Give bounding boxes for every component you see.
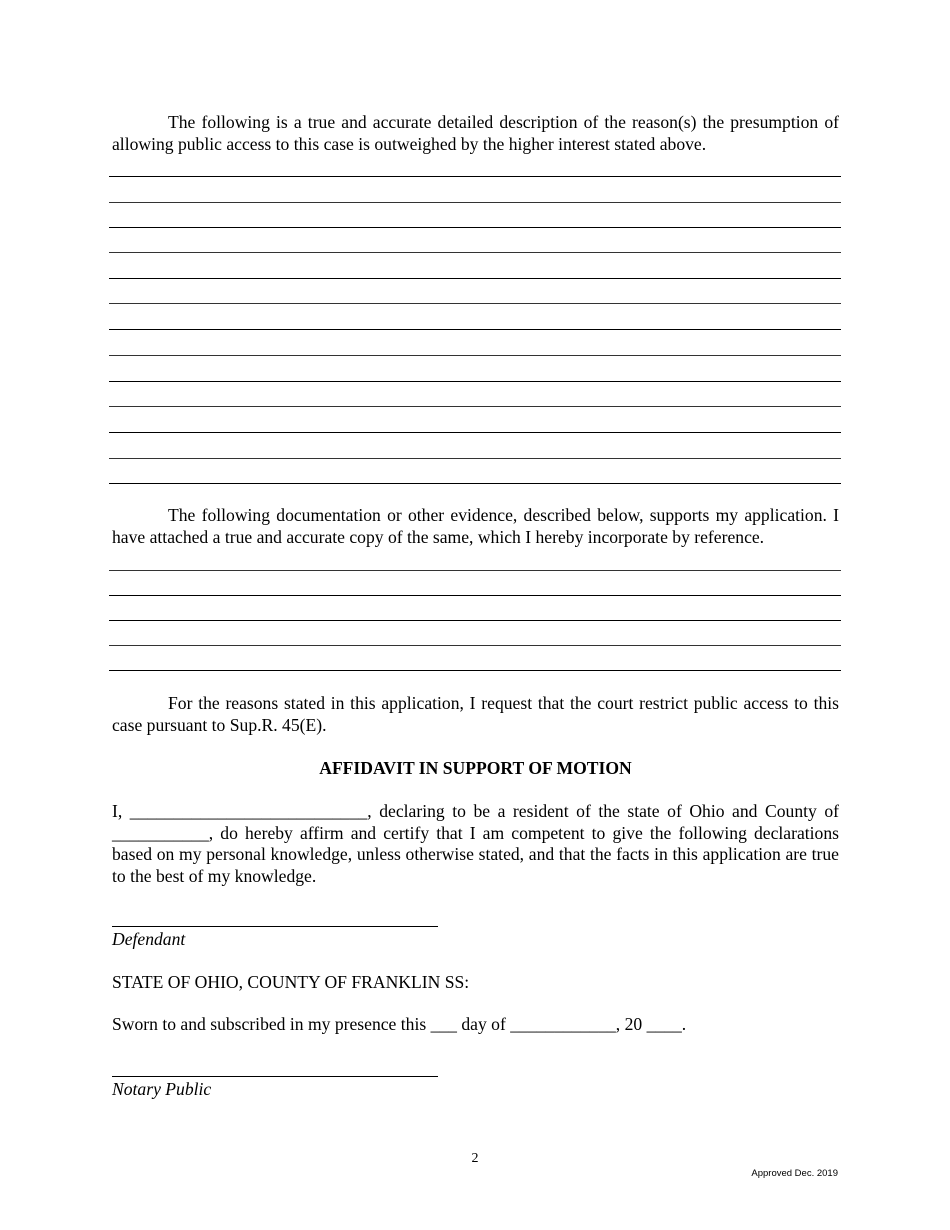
writing-line[interactable] <box>109 227 841 228</box>
writing-line[interactable] <box>109 595 841 596</box>
defendant-label: Defendant <box>112 929 186 949</box>
writing-line[interactable] <box>109 670 841 671</box>
writing-line[interactable] <box>109 570 841 571</box>
notary-label: Notary Public <box>112 1079 212 1099</box>
evidence-paragraph <box>112 505 839 548</box>
evidence-text: The following documentation or other evidence, described below, supports my application. I have attached a true and accurate copy of the same, which I hereby incorporate by reference. <box>112 505 839 547</box>
writing-line[interactable] <box>109 458 841 459</box>
writing-line[interactable] <box>109 252 841 253</box>
defendant-signature-line[interactable] <box>112 926 438 927</box>
writing-line[interactable] <box>109 406 841 407</box>
writing-line[interactable] <box>109 176 841 177</box>
writing-line[interactable] <box>109 303 841 304</box>
writing-line[interactable] <box>109 620 841 621</box>
request-text: For the reasons stated in this application, I request that the court restrict public access to this case pursuant to Sup.R. 45(E). <box>112 693 839 735</box>
reasons-text: The following is a true and accurate detailed description of the reason(s) the presumption of allowing public access to this case is outweighed by the higher interest stated above. <box>112 112 839 154</box>
writing-line[interactable] <box>109 483 841 484</box>
writing-line[interactable] <box>109 381 841 382</box>
writing-line[interactable] <box>109 329 841 330</box>
writing-line[interactable] <box>109 202 841 203</box>
affidavit-body: I, ___________________________, declaring to be a resident of the state of Ohio and County of ___________, do hereby affirm and certify that I am competent to give the following declarations based on my personal knowledge, unless otherwise stated, and that the facts in this application are true to the best of my knowledge. <box>112 801 839 886</box>
writing-line[interactable] <box>109 278 841 279</box>
writing-line[interactable] <box>109 355 841 356</box>
sworn-statement: Sworn to and subscribed in my presence this ___ day of ____________, 20 ____. <box>112 1014 687 1034</box>
request-paragraph <box>112 693 839 736</box>
page-number: 2 <box>471 1151 479 1166</box>
reasons-paragraph <box>112 112 839 155</box>
writing-line[interactable] <box>109 432 841 433</box>
notary-signature-line[interactable] <box>112 1076 438 1077</box>
approved-date: Approved Dec. 2019 <box>751 1168 838 1179</box>
affidavit-heading: AFFIDAVIT IN SUPPORT OF MOTION <box>319 758 632 778</box>
venue-statement: STATE OF OHIO, COUNTY OF FRANKLIN SS: <box>112 972 470 992</box>
writing-line[interactable] <box>109 645 841 646</box>
